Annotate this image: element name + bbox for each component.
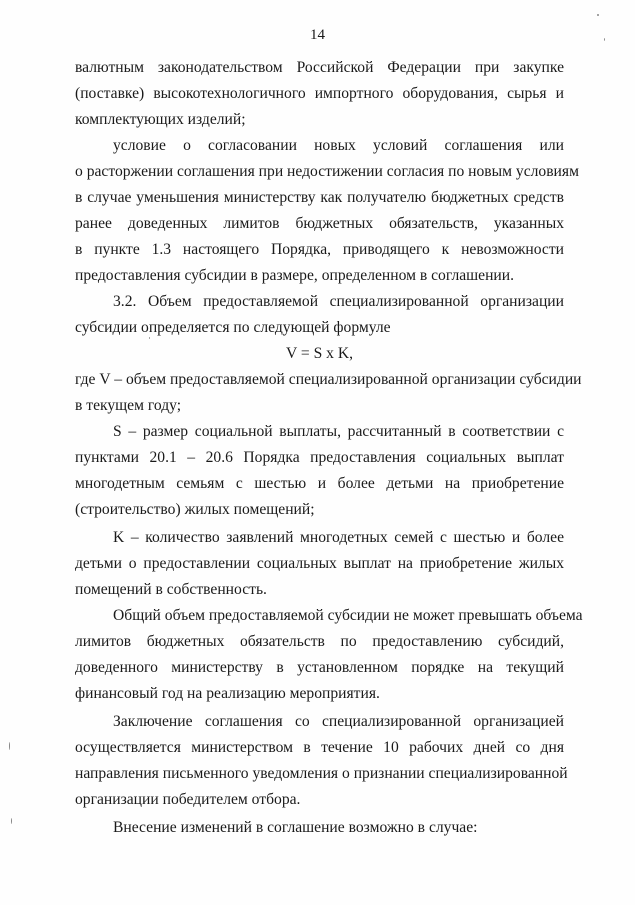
text-line: финансовый год на реализацию мероприятия. [75, 685, 380, 702]
text-line: 3.2. Объем предоставляемой специализированной организации [113, 293, 564, 310]
text-line: осуществляется министерством в течение 10 рабочих дней со дня [75, 739, 564, 756]
text-line: комплектующих изделий; [75, 111, 246, 128]
text-line: Заключение соглашения со специализированной организацией [113, 713, 564, 730]
text-line: K – количество заявлений многодетных семей с шестью и более [113, 529, 564, 546]
text-line: детьми о предоставлении социальных выплат на приобретение жилых [75, 555, 564, 572]
text-line: субсидии определяется по следующей формуле [75, 319, 391, 336]
text-line: где V – объем предоставляемой специализированной организации субсидии [75, 371, 582, 388]
text-line: Внесение изменений в соглашение возможно в случае: [113, 819, 478, 836]
scan-speck [604, 38, 605, 41]
text-line: многодетным семьям с шестью и более детьми на приобретение [75, 475, 564, 492]
scan-speck [149, 337, 150, 339]
formula: V = S x K, [286, 345, 353, 362]
text-line: доведенного министерству в установленном порядке на текущий [75, 659, 564, 676]
text-line: лимитов бюджетных обязательств по предоставлению субсидий, [75, 633, 564, 650]
text-line: (поставке) высокотехнологичного импортного оборудования, сырья и [75, 85, 564, 102]
scan-speck [9, 742, 10, 750]
text-line: в случае уменьшения министерству как получателю бюджетных средств [75, 189, 564, 206]
text-line: валютным законодательством Российской Федерации при закупке [75, 59, 564, 76]
text-line: в пункте 1.3 настоящего Порядка, приводящего к невозможности [75, 241, 564, 258]
text-line: (строительство) жилых помещений; [75, 501, 315, 518]
text-line: помещений в собственность. [75, 581, 267, 598]
scan-speck [597, 14, 599, 16]
text-line: S – размер социальной выплаты, рассчитанный в соответствии с [113, 423, 564, 440]
text-line: в текущем году; [75, 397, 182, 414]
text-line: ранее доведенных лимитов бюджетных обязательств, указанных [75, 215, 564, 232]
text-line: пунктами 20.1 – 20.6 Порядка предоставления социальных выплат [75, 449, 564, 466]
text-line: о расторжении соглашения при недостижении согласия по новым условиям [75, 163, 579, 180]
text-line: направления письменного уведомления о признании специализированной [75, 765, 568, 782]
text-line: предоставления субсидии в размере, определенном в соглашении. [75, 267, 515, 284]
scan-speck [11, 818, 12, 824]
text-line: организации победителем отбора. [75, 791, 301, 808]
text-line: условие о согласовании новых условий соглашения или [113, 137, 564, 154]
text-line: Общий объем предоставляемой субсидии не может превышать объема [113, 607, 583, 624]
page-number: 14 [310, 27, 325, 43]
